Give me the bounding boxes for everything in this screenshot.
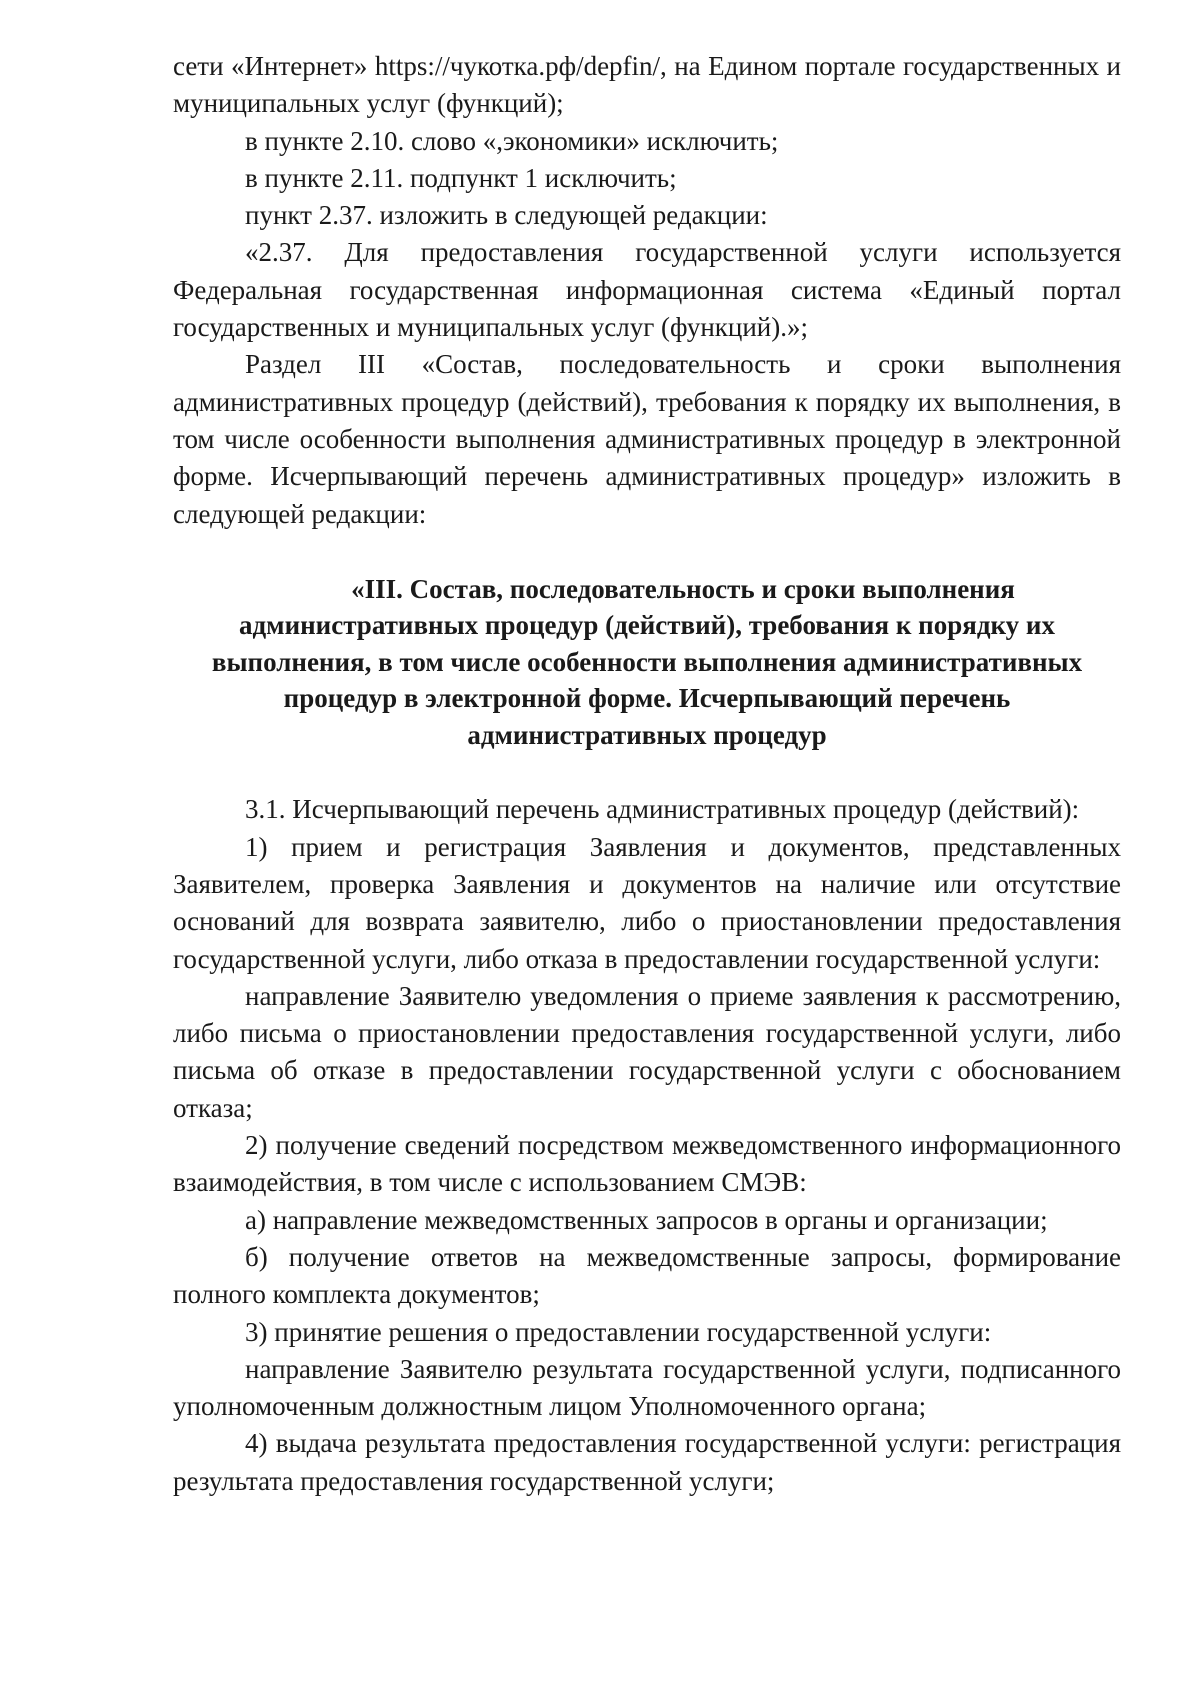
paragraph-item-1-notice: направление Заявителю уведомления о приеме заявления к рассмотрению, либо письма о приостановлении предоставления государственной услуги, либо письма об отказе в предоставлении государственной услуги с обоснованием отказа; (173, 980, 1121, 1123)
section-heading-line: процедур в электронной форме. Исчерпывающий перечень (283, 683, 1011, 714)
paragraph-item-3: 3) принятие решения о предоставлении государственной услуги: (245, 1316, 992, 1347)
section-heading-line: выполнения, в том числе особенности выполнения административных (211, 646, 1083, 677)
paragraph-item-3-result: направление Заявителю результата государственной услуги, подписанного уполномоченным должностным лицом Уполномоченного органа; (173, 1353, 1121, 1422)
paragraph-clause-2-11: в пункте 2.11. подпункт 1 исключить; (245, 162, 677, 193)
paragraph-clause-2-37-intro: пункт 2.37. изложить в следующей редакции: (245, 200, 768, 231)
paragraph-item-2a: а) направление межведомственных запросов в органы и организации; (245, 1204, 1048, 1235)
paragraph-3-1: 3.1. Исчерпывающий перечень административных процедур (действий): (245, 794, 1080, 825)
paragraph-continuation: сети «Интернет» https://чукотка.рф/depfin/, на Едином портале государственных и муниципальных услуг (функций); (173, 51, 1121, 119)
paragraph-item-2: 2) получение сведений посредством межведомственного информационного взаимодействия, в том числе с использованием СМЭВ: (173, 1130, 1121, 1198)
document-body (173, 48, 1121, 1500)
section-heading-line: «III. Состав, последовательность и сроки выполнения (351, 573, 1015, 604)
paragraph-clause-2-37-text: «2.37. Для предоставления государственной услуги используется Федеральная государственная информационная система «Единый портал государственных и муниципальных услуг (функций).»; (173, 237, 1121, 343)
section-heading-line: административных процедур (467, 719, 827, 750)
paragraph-item-2b: б) получение ответов на межведомственные запросы, формирование полного комплекта документов; (173, 1241, 1121, 1310)
paragraph-section-3-intro: Раздел III «Состав, последовательность и сроки выполнения административных процедур (действий), требования к порядку их выполнения, в том числе особенности выполнения административных процедур в электронной форме. Исчерпывающий перечень административных процедур» изложить в следующей редакции: (173, 349, 1121, 529)
section-heading (173, 571, 1121, 754)
paragraph-item-4: 4) выдача результата предоставления государственной услуги: регистрация результата предоставления государственной услуги; (173, 1428, 1121, 1496)
paragraph-item-1: 1) прием и регистрация Заявления и документов, представленных Заявителем, проверка Заявления и документов на наличие или отсутствие оснований для возврата заявителю, либо о приостановлении предоставления государственной услуги, либо отказа в предоставлении государственной услуги: (173, 831, 1121, 974)
paragraph-clause-2-10: в пункте 2.10. слово «,экономики» исключить; (245, 125, 779, 156)
section-heading-line: административных процедур (действий), требования к порядку их (239, 610, 1055, 641)
